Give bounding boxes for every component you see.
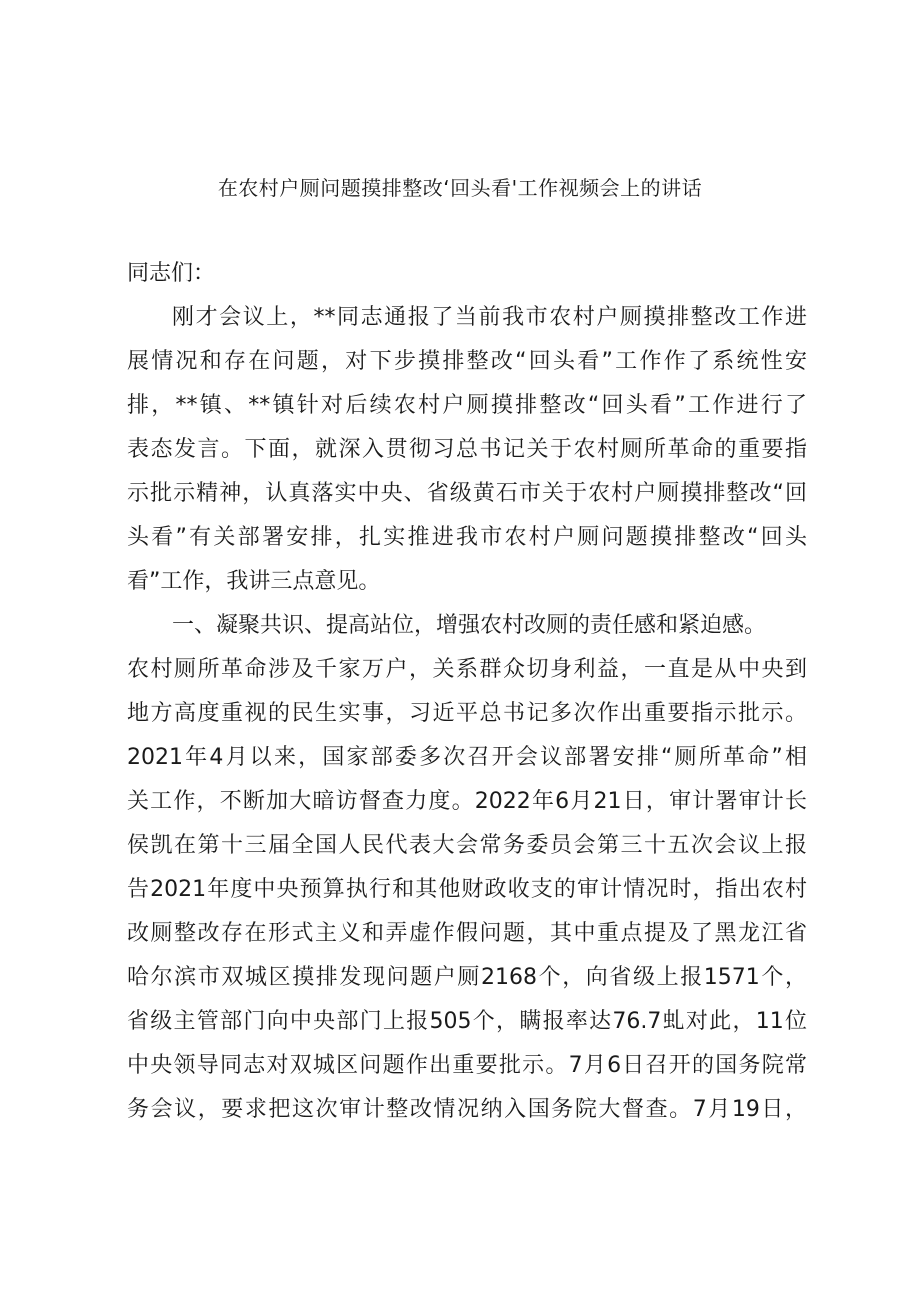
paragraph-line: 排，**镇、**镇针对后续农村户厕摸排整改“回头看”工作进行了: [127, 393, 807, 418]
paragraph-line: 2021年4月以来，国家部委多次召开会议部署安排“厕所革命”相: [127, 745, 807, 770]
paragraph-line: 关工作，不断加大暗访督查力度。2022年6月21日，审计署审计长: [127, 789, 807, 814]
paragraph-line: 刚才会议上，**同志通报了当前我市农村户厕摸排整改工作进: [172, 305, 807, 330]
paragraph-line: 告2021年度中央预算执行和其他财政收支的审计情况时，指出农村: [127, 877, 807, 902]
salutation: 同志们：: [127, 261, 216, 286]
paragraph-line: 看”工作，我讲三点意见。: [127, 569, 381, 594]
paragraph-line: 地方高度重视的民生实事，习近平总书记多次作出重要指示批示。: [127, 701, 807, 726]
paragraph-line: 示批示精神，认真落实中央、省级黄石市关于农村户厕摸排整改“回: [127, 481, 807, 506]
paragraph-line: 头看”有关部署安排，扎实推进我市农村户厕问题摸排整改“回头: [127, 525, 807, 550]
paragraph-line: 中央领导同志对双城区问题作出重要批示。7月6日召开的国务院常: [127, 1053, 807, 1078]
paragraph-line: 省级主管部门向中央部门上报505个，瞒报率达76.7虬对此，11位: [127, 1009, 807, 1034]
section-heading-line: 一、凝聚共识、提高站位，增强农村改厕的责任感和紧迫感。: [172, 613, 767, 638]
paragraph-line: 农村厕所革命涉及千家万户，关系群众切身利益，一直是从中央到: [127, 657, 807, 682]
paragraph-line: 侯凯在第十三届全国人民代表大会常务委员会第三十五次会议上报: [127, 833, 807, 858]
paragraph-line: 务会议，要求把这次审计整改情况纳入国务院大督查。7月19日，: [127, 1097, 807, 1122]
paragraph-line: 改厕整改存在形式主义和弄虚作假问题，其中重点提及了黑龙江省: [127, 921, 807, 946]
paragraph-line: 展情况和存在问题，对下步摸排整改“回头看”工作作了系统性安: [127, 349, 807, 374]
paragraph-line: 哈尔滨市双城区摸排发现问题户厕2168个，向省级上报1571个，: [127, 965, 807, 990]
paragraph-line: 表态发言。下面，就深入贯彻习总书记关于农村厕所革命的重要指: [127, 437, 807, 462]
document-title: 在农村户厕问题摸排整改‘回头看'工作视频会上的讲话: [217, 176, 703, 200]
